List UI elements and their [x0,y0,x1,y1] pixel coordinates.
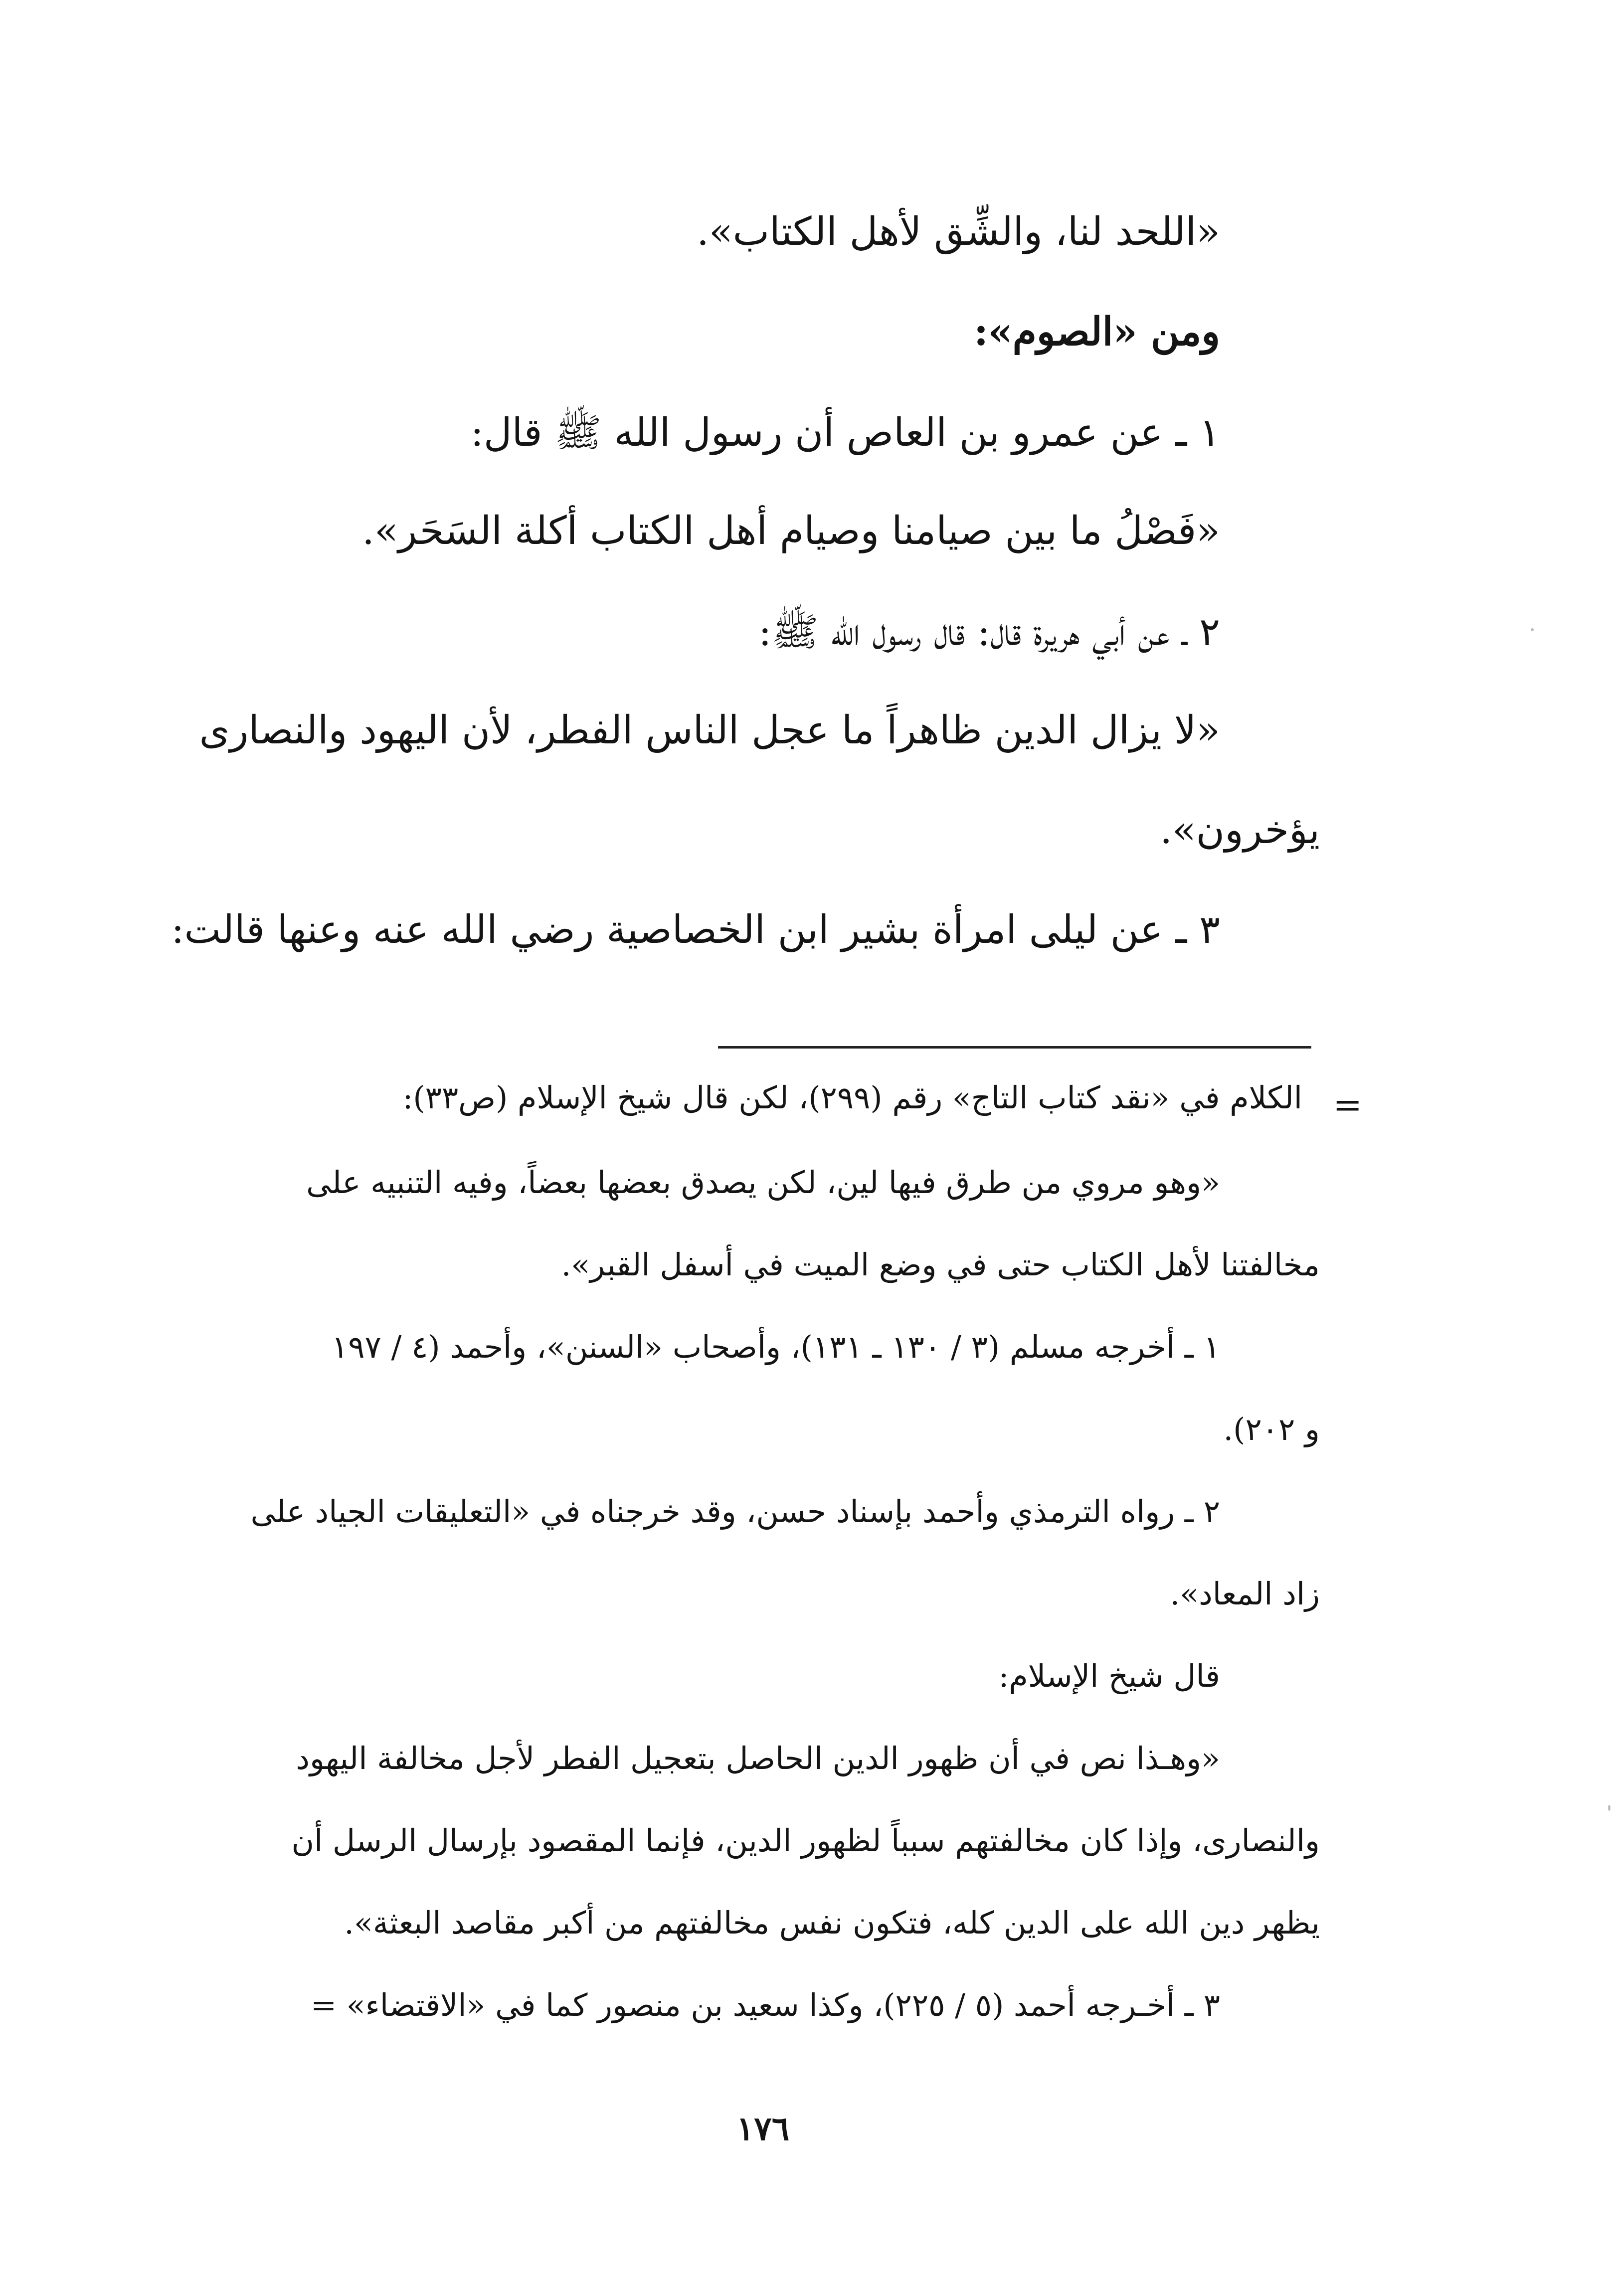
continuation-mark: = [1333,1084,1362,1125]
page-number: ١٧٦ [736,2109,790,2148]
body-line-hadith-2-intro: ٢ ـ عن أبي هريرة قال: قال رسول الله ﷺ: [758,610,1220,655]
footnote-2-quote-intro: قال شيخ الإسلام: [998,1658,1220,1694]
footnote-3-line-1: ٣ ـ أخـرجه أحمد (٥ / ٢٢٥)، وكذا سعيد بن منصور كما في «الاقتضاء» = [311,1987,1220,2023]
footnote-2-quote-line-2: والنصارى، وإذا كان مخالفتهم سبباً لظهور الدين، فإنما المقصود بإرسال الرسل أن [291,1822,1320,1859]
footnote-1-line-1: ١ ـ أخرجه مسلم (٣ / ١٣٠ ـ ١٣١)، وأصحاب «السنن»، وأحمد (٤ / ١٩٧ [331,1329,1220,1365]
body-line-hadith-2-end: يؤخرون». [1160,808,1320,853]
body-line-hadith-1-intro: ١ ـ عن عمرو بن العاص أن رسول الله ﷺ قال: [470,410,1220,455]
body-line-hadith-1-text: «فَصْلُ ما بين صيامنا وصيام أهل الكتاب أكلة السَحَر». [362,509,1220,553]
footnote-line-2: «وهو مروي من طرق فيها لين، لكن يصدق بعضها بعضاً، وفيه التنبيه على [306,1164,1220,1201]
footnote-1-line-2: و ٢٠٢). [1223,1411,1320,1447]
body-line-1: «اللحد لنا، والشِّق لأهل الكتاب». [697,209,1220,254]
footnote-line-3: مخالفتنا لأهل الكتاب حتى في وضع الميت في أسفل القبر». [561,1246,1320,1283]
body-line-hadith-2-text: «لا يزال الدين ظاهراً ما عجل الناس الفطر، لأن اليهود والنصارى [199,708,1220,753]
footnote-2-line-1: ٢ ـ رواه الترمذي وأحمد بإسناد حسن، وقد خرجناه في «التعليقات الجياد على [250,1493,1220,1530]
footnote-2-quote-line-3: يظهر دين الله على الدين كله، فتكون نفس مخالفتهم من أكبر مقاصد البعثة». [344,1905,1320,1941]
footnote-line-1: الكلام في «نقد كتاب التاج» رقم (٢٩٩)، لكن قال شيخ الإسلام (ص٣٣): [402,1079,1302,1116]
body-line-hadith-3-intro: ٣ ـ عن ليلى امرأة بشير ابن الخصاصية رضي الله عنه وعنها قالت: [171,907,1220,952]
scan-speck [1608,1805,1611,1811]
footnote-2-line-2: زاد المعاد». [1170,1576,1320,1612]
footnote-separator [718,1046,1311,1049]
scan-speck [1531,628,1534,631]
section-heading-fasting: ومن «الصوم»: [974,309,1220,354]
footnote-2-quote-line-1: «وهـذا نص في أن ظهور الدين الحاصل بتعجيل الفطر لأجل مخالفة اليهود [296,1740,1220,1776]
